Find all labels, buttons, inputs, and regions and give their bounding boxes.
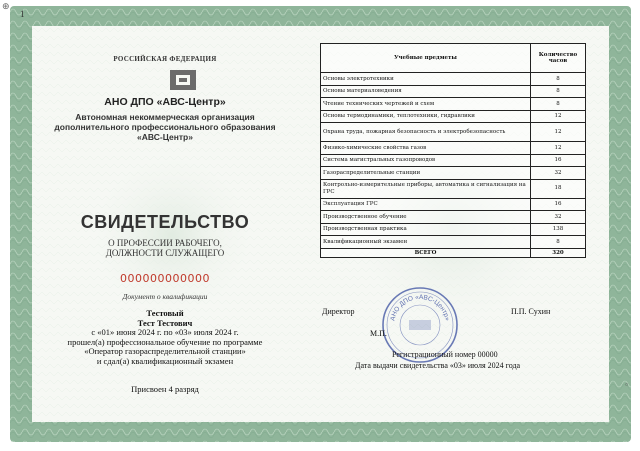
subject-name: Система магистральных газопроводов: [321, 154, 531, 167]
issue-date: Дата выдачи свидетельства «03» июля 2024 года: [355, 361, 521, 370]
page-number: 1: [20, 9, 25, 19]
subject-name: Производственное обучение: [321, 211, 531, 224]
program-name: «Оператор газораспределительной станции»: [84, 346, 246, 356]
subject-hours: 8: [531, 236, 586, 249]
table-row: [321, 167, 586, 180]
svg-text:АНО ДПО «АВС-Центр»: [389, 294, 450, 322]
subject-hours: 16: [531, 154, 586, 167]
training-period: с «01» июня 2024 г. по «03» июля 2024 г.: [91, 327, 239, 337]
subject-name: Эксплуатация ГРС: [321, 198, 531, 211]
subject-hours: 138: [531, 223, 586, 236]
table-row: [321, 98, 586, 111]
subject-name: Физико-химические свойства газов: [321, 142, 531, 155]
subject-name: Чтение технических чертежей и схем: [321, 98, 531, 111]
exam-statement: и сдал(а) квалификационный экзамен: [96, 355, 234, 366]
table-row: [321, 179, 586, 198]
total-label: ВСЕГО: [321, 248, 531, 257]
subject-name: Основы материаловедения: [321, 85, 531, 98]
director-name: П.П. Сухин: [511, 307, 551, 316]
assigned-rank: Присвоен 4 разряд: [131, 384, 199, 394]
header-subjects: Учебные предметы: [321, 44, 531, 73]
holder-name: Тест Тестович: [137, 317, 193, 328]
organization-short-name: АНО ДПО «АВС-Центр»: [104, 96, 226, 108]
subject-hours: 12: [531, 123, 586, 142]
organization-full-name: Автономная некоммерческая организация дополнительного профессионального образования «АВС-Центр»: [54, 112, 276, 142]
move-handle-icon[interactable]: ⊕: [2, 2, 10, 12]
subject-name: Квалификационный экзамен: [321, 236, 531, 249]
director-label: Директор: [322, 307, 355, 316]
registration-number: Регистрационный номер 00000: [392, 350, 498, 359]
table-row: [321, 85, 586, 98]
table-row: [321, 198, 586, 211]
organization-logo: [168, 68, 198, 92]
table-row: [321, 110, 586, 123]
subject-hours: 8: [531, 98, 586, 111]
subject-name: Основы электротехники: [321, 73, 531, 86]
subjects-table: [320, 43, 586, 258]
table-row: [321, 73, 586, 86]
subject-name: Производственная практика: [321, 223, 531, 236]
table-row: [321, 211, 586, 224]
subject-hours: 16: [531, 198, 586, 211]
subject-name: Основы термодинамики, теплотехники, гидравлики: [321, 110, 531, 123]
subject-hours: 8: [531, 85, 586, 98]
table-row: [321, 154, 586, 167]
holder-surname: Тестовый: [146, 308, 184, 318]
table-row: [321, 223, 586, 236]
certificate-subtitle: О ПРОФЕССИИ РАБОЧЕГО, ДОЛЖНОСТИ СЛУЖАЩЕГО: [105, 238, 225, 258]
subject-hours: 32: [531, 167, 586, 180]
subject-hours: 12: [531, 110, 586, 123]
training-statement: прошел(а) профессиональное обучение по программе: [67, 336, 263, 347]
total-row: [321, 248, 586, 257]
stamp-text: АНО ДПО «АВС-Центр»: [389, 293, 451, 322]
subject-hours: 32: [531, 211, 586, 224]
subjects-table-wrapper: [320, 43, 585, 258]
table-row: [321, 142, 586, 155]
country-name: РОССИЙСКАЯ ФЕДЕРАЦИЯ: [113, 55, 217, 63]
certificate-body-text: [30, 309, 300, 366]
subject-name: Контрольно-измерительные приборы, автоматика и сигнализация на ГРС: [321, 179, 531, 198]
subject-hours: 12: [531, 142, 586, 155]
certificate-title: СВИДЕТЕЛЬСТВО: [80, 212, 250, 232]
table-row: [321, 123, 586, 142]
header-hours: Количество часов: [531, 44, 586, 73]
document-caption: Документ о квалификации: [122, 292, 208, 301]
paragraph-mark-icon: ▫: [625, 380, 628, 389]
table-body: [321, 73, 586, 249]
subject-name: Охрана труда, пожарная безопасность и электробезопасность: [321, 123, 531, 142]
certificate-number: 000000000000: [120, 272, 210, 285]
subject-hours: 18: [531, 179, 586, 198]
table-header-row: [321, 44, 586, 73]
subject-name: Газораспределительные станции: [321, 167, 531, 180]
seal-place-label: М.П.: [370, 329, 387, 338]
table-row: [321, 236, 586, 249]
subject-hours: 8: [531, 73, 586, 86]
certificate-left-column: [30, 26, 300, 426]
total-hours: 320: [531, 248, 586, 257]
